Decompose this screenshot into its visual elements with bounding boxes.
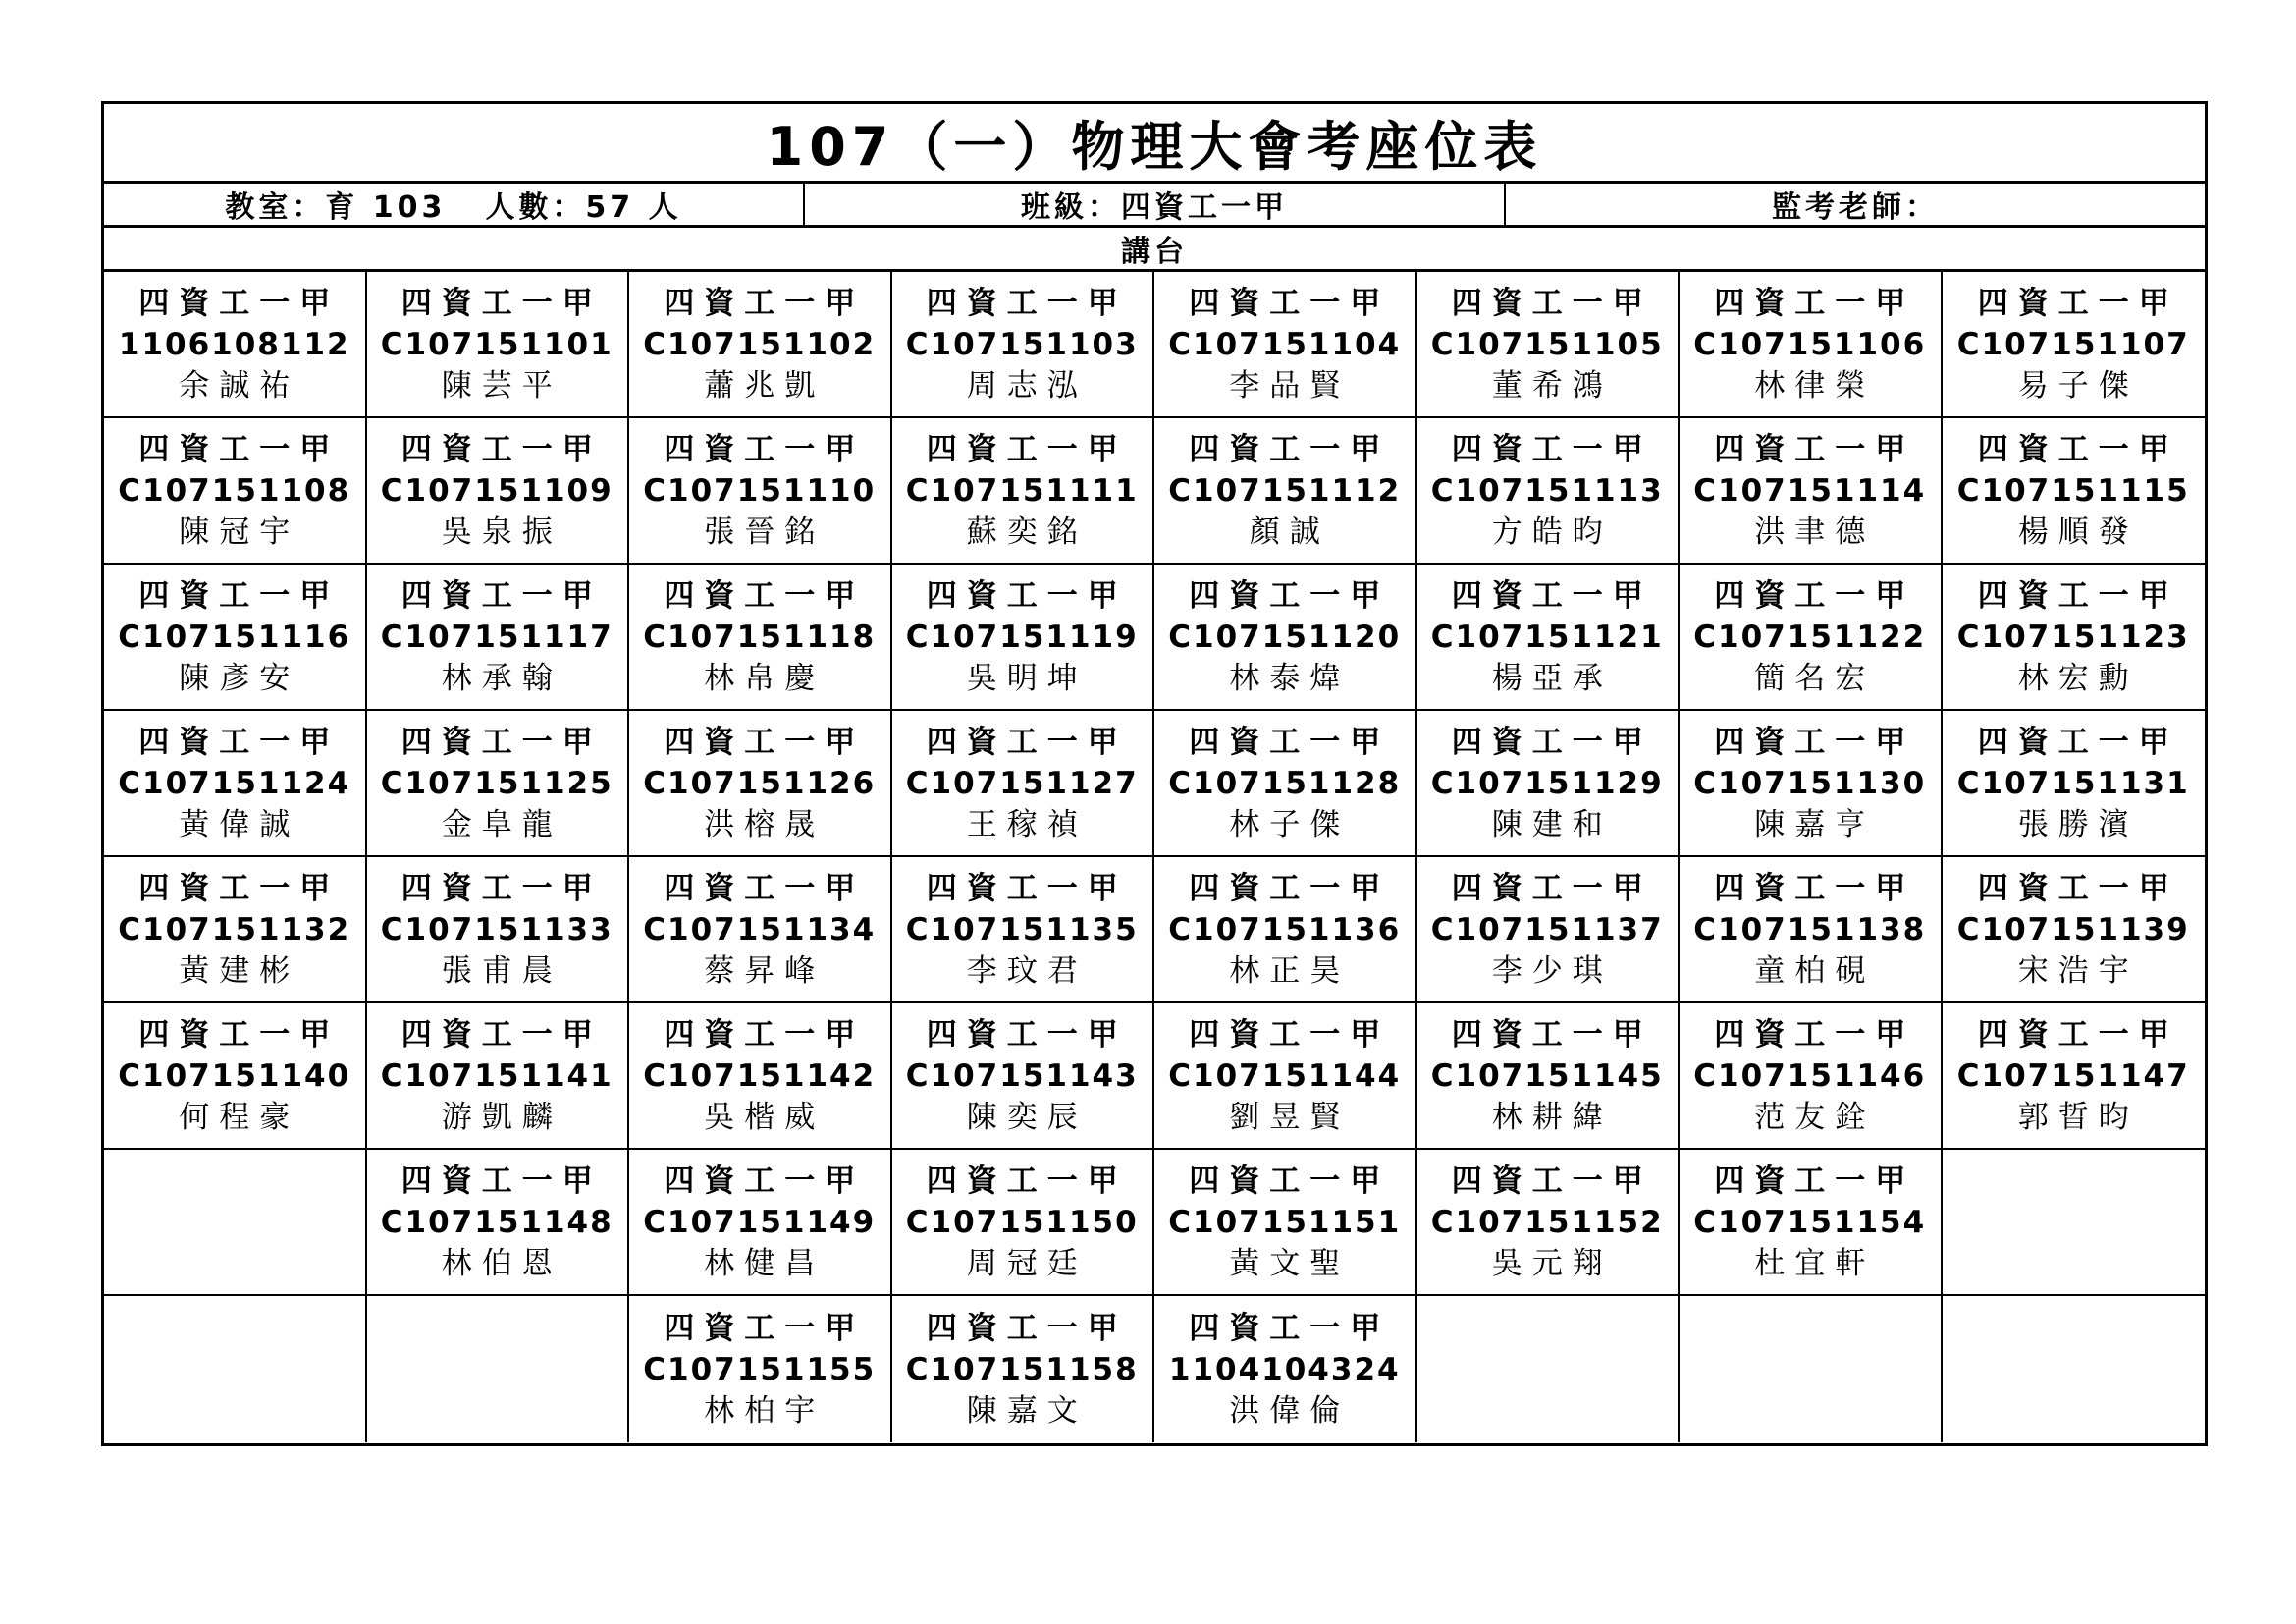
seat-student-name: 陳彥安 <box>179 660 300 696</box>
seat-student-id: C107151116 <box>118 619 351 655</box>
seat-student-id: C107151134 <box>643 911 877 947</box>
seat-student-name: 董希鴻 <box>1491 367 1613 404</box>
page-title: 107（一）物理大會考座位表 <box>104 104 2205 184</box>
seat-student-name: 吳泉振 <box>441 514 562 550</box>
seat-class: 四資工一甲 <box>1451 1163 1653 1199</box>
seat-student-name: 林宏勳 <box>2017 660 2139 696</box>
seat-student-id: C107151114 <box>1693 472 1927 509</box>
seat-student-id: C107151147 <box>1956 1057 2190 1094</box>
seat-grid <box>104 272 2205 1442</box>
seat-student-id: 1104104324 <box>1168 1351 1401 1387</box>
seat-student-id: C107151135 <box>905 911 1139 947</box>
seat-class: 四資工一甲 <box>1451 285 1653 321</box>
seat-student-id: C107151115 <box>1956 472 2190 509</box>
seat-student-id: C107151109 <box>380 472 614 509</box>
seat-student-id: C107151103 <box>905 326 1139 362</box>
seat-cell <box>1943 418 2206 565</box>
seat-cell <box>1154 1150 1417 1296</box>
seat-student-id: C107151146 <box>1693 1057 1927 1094</box>
seat-student-id: C107151126 <box>643 765 877 801</box>
seat-cell <box>1154 711 1417 857</box>
seat-cell <box>1417 711 1681 857</box>
seat-cell <box>1417 272 1681 418</box>
seat-cell <box>1417 1150 1681 1296</box>
seat-class: 四資工一甲 <box>1189 724 1391 760</box>
seat-student-id: C107151129 <box>1430 765 1664 801</box>
seat-cell <box>892 418 1155 565</box>
seat-cell <box>629 272 892 418</box>
seat-class: 四資工一甲 <box>138 577 341 614</box>
seat-student-id: C107151140 <box>118 1057 351 1094</box>
seat-student-id: C107151125 <box>380 765 614 801</box>
seat-cell <box>1154 418 1417 565</box>
seat-cell <box>104 565 367 711</box>
seat-class: 四資工一甲 <box>1189 577 1391 614</box>
seat-class: 四資工一甲 <box>1189 431 1391 467</box>
seat-class: 四資工一甲 <box>1977 285 2179 321</box>
seat-student-name: 張晉銘 <box>704 514 826 550</box>
seat-student-id: C107151151 <box>1168 1204 1402 1240</box>
seat-student-name: 游凱麟 <box>441 1099 562 1135</box>
seat-student-id: C107151122 <box>1693 619 1927 655</box>
seat-student-name: 李少琪 <box>1491 952 1613 989</box>
seat-student-id: C107151132 <box>118 911 351 947</box>
seat-student-id: C107151130 <box>1693 765 1927 801</box>
seat-student-name: 林健昌 <box>704 1245 826 1281</box>
seat-student-name: 陳嘉亨 <box>1754 806 1876 842</box>
seat-cell <box>104 418 367 565</box>
seat-class: 四資工一甲 <box>664 1310 866 1346</box>
seat-cell <box>1154 1296 1417 1442</box>
seat-student-id: C107151127 <box>905 765 1139 801</box>
seat-class: 四資工一甲 <box>400 577 603 614</box>
seat-student-name: 黃偉誠 <box>179 806 300 842</box>
seat-cell <box>367 711 630 857</box>
seat-cell <box>629 711 892 857</box>
seat-cell <box>367 565 630 711</box>
seat-student-name: 林泰煒 <box>1229 660 1351 696</box>
empty-seat-cell <box>1943 1150 2206 1296</box>
seat-cell <box>104 711 367 857</box>
seat-student-name: 李玟君 <box>966 952 1088 989</box>
seat-cell <box>1943 565 2206 711</box>
seat-student-id: C107151143 <box>905 1057 1139 1094</box>
seat-cell <box>1417 418 1681 565</box>
seat-student-name: 簡名宏 <box>1754 660 1876 696</box>
seat-class: 四資工一甲 <box>926 870 1128 906</box>
seat-cell <box>892 565 1155 711</box>
seat-student-name: 陳嘉文 <box>966 1392 1088 1429</box>
seat-cell <box>892 711 1155 857</box>
seat-class: 四資工一甲 <box>664 724 866 760</box>
seat-student-name: 童柏硯 <box>1754 952 1876 989</box>
seat-cell <box>104 272 367 418</box>
seat-student-name: 林耕緯 <box>1491 1099 1613 1135</box>
seat-class: 四資工一甲 <box>664 870 866 906</box>
seat-student-name: 洪榕晟 <box>704 806 826 842</box>
seat-student-name: 劉昱賢 <box>1229 1099 1351 1135</box>
seat-cell <box>892 272 1155 418</box>
seat-class: 四資工一甲 <box>664 431 866 467</box>
seat-student-name: 蘇奕銘 <box>966 514 1088 550</box>
seat-student-id: C107151142 <box>643 1057 877 1094</box>
podium: 講台 <box>104 228 2205 272</box>
seat-class: 四資工一甲 <box>1977 724 2179 760</box>
seat-class: 四資工一甲 <box>400 1163 603 1199</box>
seat-student-name: 吳明坤 <box>966 660 1088 696</box>
seat-cell <box>629 1150 892 1296</box>
seat-cell <box>1417 565 1681 711</box>
seat-class: 四資工一甲 <box>138 724 341 760</box>
seat-student-name: 林子傑 <box>1229 806 1351 842</box>
seat-cell <box>629 1296 892 1442</box>
seat-class: 四資工一甲 <box>1714 1163 1916 1199</box>
seat-student-name: 洪聿德 <box>1754 514 1876 550</box>
seat-class: 四資工一甲 <box>400 285 603 321</box>
seat-class: 四資工一甲 <box>664 285 866 321</box>
seat-class: 四資工一甲 <box>400 431 603 467</box>
seat-class: 四資工一甲 <box>1189 1310 1391 1346</box>
seat-student-id: C107151148 <box>380 1204 614 1240</box>
seat-student-id: C107151152 <box>1430 1204 1664 1240</box>
seat-cell <box>892 1150 1155 1296</box>
seat-class: 四資工一甲 <box>138 1016 341 1053</box>
seat-class: 四資工一甲 <box>926 1310 1128 1346</box>
room-label: 教室：育 103 <box>225 190 447 225</box>
seat-student-id: C107151110 <box>643 472 877 509</box>
seat-student-id: C107151138 <box>1693 911 1927 947</box>
seat-cell <box>1943 711 2206 857</box>
seat-cell <box>1680 565 1943 711</box>
seat-class: 四資工一甲 <box>664 577 866 614</box>
seat-class: 四資工一甲 <box>1189 285 1391 321</box>
seat-student-id: C107151139 <box>1956 911 2190 947</box>
seat-student-name: 楊亞承 <box>1491 660 1613 696</box>
seat-cell <box>104 1003 367 1150</box>
seat-student-name: 宋浩宇 <box>2017 952 2139 989</box>
seat-class: 四資工一甲 <box>1977 431 2179 467</box>
seat-student-name: 易子傑 <box>2017 367 2139 404</box>
empty-seat-cell <box>367 1296 630 1442</box>
seat-cell <box>1680 418 1943 565</box>
seat-student-id: C107151104 <box>1168 326 1402 362</box>
seat-student-id: C107151128 <box>1168 765 1402 801</box>
empty-seat-cell <box>1943 1296 2206 1442</box>
proctor-info: 監考老師： <box>1504 184 2205 225</box>
seat-student-name: 楊順發 <box>2017 514 2139 550</box>
seat-student-name: 林正昊 <box>1229 952 1351 989</box>
seat-cell <box>1417 857 1681 1003</box>
seat-cell <box>1154 857 1417 1003</box>
seat-class: 四資工一甲 <box>1714 285 1916 321</box>
seat-cell <box>629 857 892 1003</box>
seat-class: 四資工一甲 <box>1977 870 2179 906</box>
seat-student-id: C107151137 <box>1430 911 1664 947</box>
seat-class: 四資工一甲 <box>1714 724 1916 760</box>
seat-student-name: 吳元翔 <box>1491 1245 1613 1281</box>
seat-class: 四資工一甲 <box>926 1016 1128 1053</box>
seat-class: 四資工一甲 <box>1714 577 1916 614</box>
seat-cell <box>629 1003 892 1150</box>
seat-student-name: 范友銓 <box>1754 1099 1876 1135</box>
seat-cell <box>1417 1003 1681 1150</box>
seat-student-name: 陳奕辰 <box>966 1099 1088 1135</box>
seat-student-name: 林律榮 <box>1754 367 1876 404</box>
empty-seat-cell <box>1680 1296 1943 1442</box>
seat-cell <box>367 1003 630 1150</box>
seat-student-id: C107151141 <box>380 1057 614 1094</box>
seat-student-id: C107151111 <box>905 472 1139 509</box>
seat-class: 四資工一甲 <box>1451 724 1653 760</box>
seat-student-id: C107151133 <box>380 911 614 947</box>
seat-student-name: 林伯恩 <box>441 1245 562 1281</box>
seat-cell <box>629 418 892 565</box>
seat-student-name: 周冠廷 <box>966 1245 1088 1281</box>
seat-student-name: 方皓昀 <box>1491 514 1613 550</box>
seat-cell <box>892 1003 1155 1150</box>
seat-class: 四資工一甲 <box>926 577 1128 614</box>
seat-class: 四資工一甲 <box>664 1016 866 1053</box>
seat-class: 四資工一甲 <box>1189 1016 1391 1053</box>
seat-student-name: 張勝濱 <box>2017 806 2139 842</box>
seat-class: 四資工一甲 <box>926 1163 1128 1199</box>
seat-class: 四資工一甲 <box>400 1016 603 1053</box>
seat-class: 四資工一甲 <box>1714 1016 1916 1053</box>
seat-student-id: C107151118 <box>643 619 877 655</box>
seat-student-name: 林柏宇 <box>704 1392 826 1429</box>
seat-cell <box>629 565 892 711</box>
seat-class: 四資工一甲 <box>1451 1016 1653 1053</box>
seat-student-name: 黃建彬 <box>179 952 300 989</box>
seat-student-id: C107151102 <box>643 326 877 362</box>
empty-seat-cell <box>1417 1296 1681 1442</box>
seat-student-name: 陳建和 <box>1491 806 1613 842</box>
seat-student-name: 蕭兆凱 <box>704 367 826 404</box>
seat-student-id: C107151149 <box>643 1204 877 1240</box>
seat-cell <box>1680 1003 1943 1150</box>
empty-seat-cell <box>104 1296 367 1442</box>
seat-student-id: C107151112 <box>1168 472 1402 509</box>
seat-cell <box>1943 857 2206 1003</box>
seat-class: 四資工一甲 <box>1451 870 1653 906</box>
seat-student-id: C107151150 <box>905 1204 1139 1240</box>
seat-cell <box>367 272 630 418</box>
seat-student-id: C107151124 <box>118 765 351 801</box>
seat-student-id: C107151154 <box>1693 1204 1927 1240</box>
seat-student-id: C107151144 <box>1168 1057 1402 1094</box>
seat-student-name: 周志泓 <box>966 367 1088 404</box>
seat-student-id: C107151123 <box>1956 619 2190 655</box>
seat-student-name: 林承翰 <box>441 660 562 696</box>
seat-student-name: 王稼禎 <box>966 806 1088 842</box>
seat-class: 四資工一甲 <box>926 724 1128 760</box>
seat-cell <box>1680 711 1943 857</box>
seat-student-name: 杜宜軒 <box>1754 1245 1876 1281</box>
seat-student-name: 林帛慶 <box>704 660 826 696</box>
room-info <box>104 184 803 225</box>
seat-class: 四資工一甲 <box>1189 1163 1391 1199</box>
seat-class: 四資工一甲 <box>1189 870 1391 906</box>
seat-class: 四資工一甲 <box>1977 1016 2179 1053</box>
seat-student-id: C107151105 <box>1430 326 1664 362</box>
seat-student-name: 郭晢昀 <box>2017 1099 2139 1135</box>
seat-class: 四資工一甲 <box>1714 431 1916 467</box>
seat-class: 四資工一甲 <box>400 870 603 906</box>
seat-class: 四資工一甲 <box>138 870 341 906</box>
seat-student-id: C107151113 <box>1430 472 1664 509</box>
seat-student-id: C107151136 <box>1168 911 1402 947</box>
seat-student-id: C107151120 <box>1168 619 1402 655</box>
seat-class: 四資工一甲 <box>926 431 1128 467</box>
seat-cell <box>1943 1003 2206 1150</box>
seat-student-name: 張甫晨 <box>441 952 562 989</box>
seat-cell <box>892 857 1155 1003</box>
seat-student-name: 陳冠宇 <box>179 514 300 550</box>
seat-cell <box>1154 1003 1417 1150</box>
seat-student-name: 顏誠 <box>1249 514 1330 550</box>
seat-class: 四資工一甲 <box>664 1163 866 1199</box>
seat-class: 四資工一甲 <box>400 724 603 760</box>
seat-student-id: C107151119 <box>905 619 1139 655</box>
seat-student-name: 李品賢 <box>1229 367 1351 404</box>
seat-cell <box>892 1296 1155 1442</box>
seat-class: 四資工一甲 <box>138 285 341 321</box>
seat-student-name: 吳楷威 <box>704 1099 826 1135</box>
seat-student-id: C107151106 <box>1693 326 1927 362</box>
seat-student-name: 黃文聖 <box>1229 1245 1351 1281</box>
seating-chart <box>101 101 2208 1446</box>
seat-class: 四資工一甲 <box>138 431 341 467</box>
student-count: 人數：57 人 <box>485 190 682 225</box>
seat-cell <box>1154 565 1417 711</box>
class-info: 班級：四資工一甲 <box>803 184 1504 225</box>
seat-class: 四資工一甲 <box>1714 870 1916 906</box>
seat-student-name: 陳芸平 <box>441 367 562 404</box>
seat-class: 四資工一甲 <box>1977 577 2179 614</box>
seat-cell <box>367 857 630 1003</box>
seat-student-id: C107151121 <box>1430 619 1664 655</box>
empty-seat-cell <box>104 1150 367 1296</box>
seat-student-id: 1106108112 <box>118 326 350 362</box>
seat-student-id: C107151131 <box>1956 765 2190 801</box>
seat-student-id: C107151145 <box>1430 1057 1664 1094</box>
seat-cell <box>1943 272 2206 418</box>
seat-student-id: C107151107 <box>1956 326 2190 362</box>
seat-class: 四資工一甲 <box>1451 431 1653 467</box>
seat-class: 四資工一甲 <box>926 285 1128 321</box>
seat-student-id: C107151155 <box>643 1351 877 1387</box>
seat-cell <box>367 1150 630 1296</box>
seat-student-name: 蔡昇峰 <box>704 952 826 989</box>
seat-cell <box>1680 272 1943 418</box>
seat-student-name: 金阜龍 <box>441 806 562 842</box>
seat-student-name: 洪偉倫 <box>1229 1392 1351 1429</box>
seat-student-name: 余誠祐 <box>179 367 300 404</box>
seat-cell <box>367 418 630 565</box>
seat-cell <box>104 857 367 1003</box>
seat-student-id: C107151101 <box>380 326 614 362</box>
seat-class: 四資工一甲 <box>1451 577 1653 614</box>
seat-cell <box>1154 272 1417 418</box>
seat-student-id: C107151108 <box>118 472 351 509</box>
seat-student-id: C107151117 <box>380 619 614 655</box>
seat-cell <box>1680 857 1943 1003</box>
info-row <box>104 184 2205 228</box>
seat-cell <box>1680 1150 1943 1296</box>
seat-student-name: 何程豪 <box>179 1099 300 1135</box>
seat-student-id: C107151158 <box>905 1351 1139 1387</box>
